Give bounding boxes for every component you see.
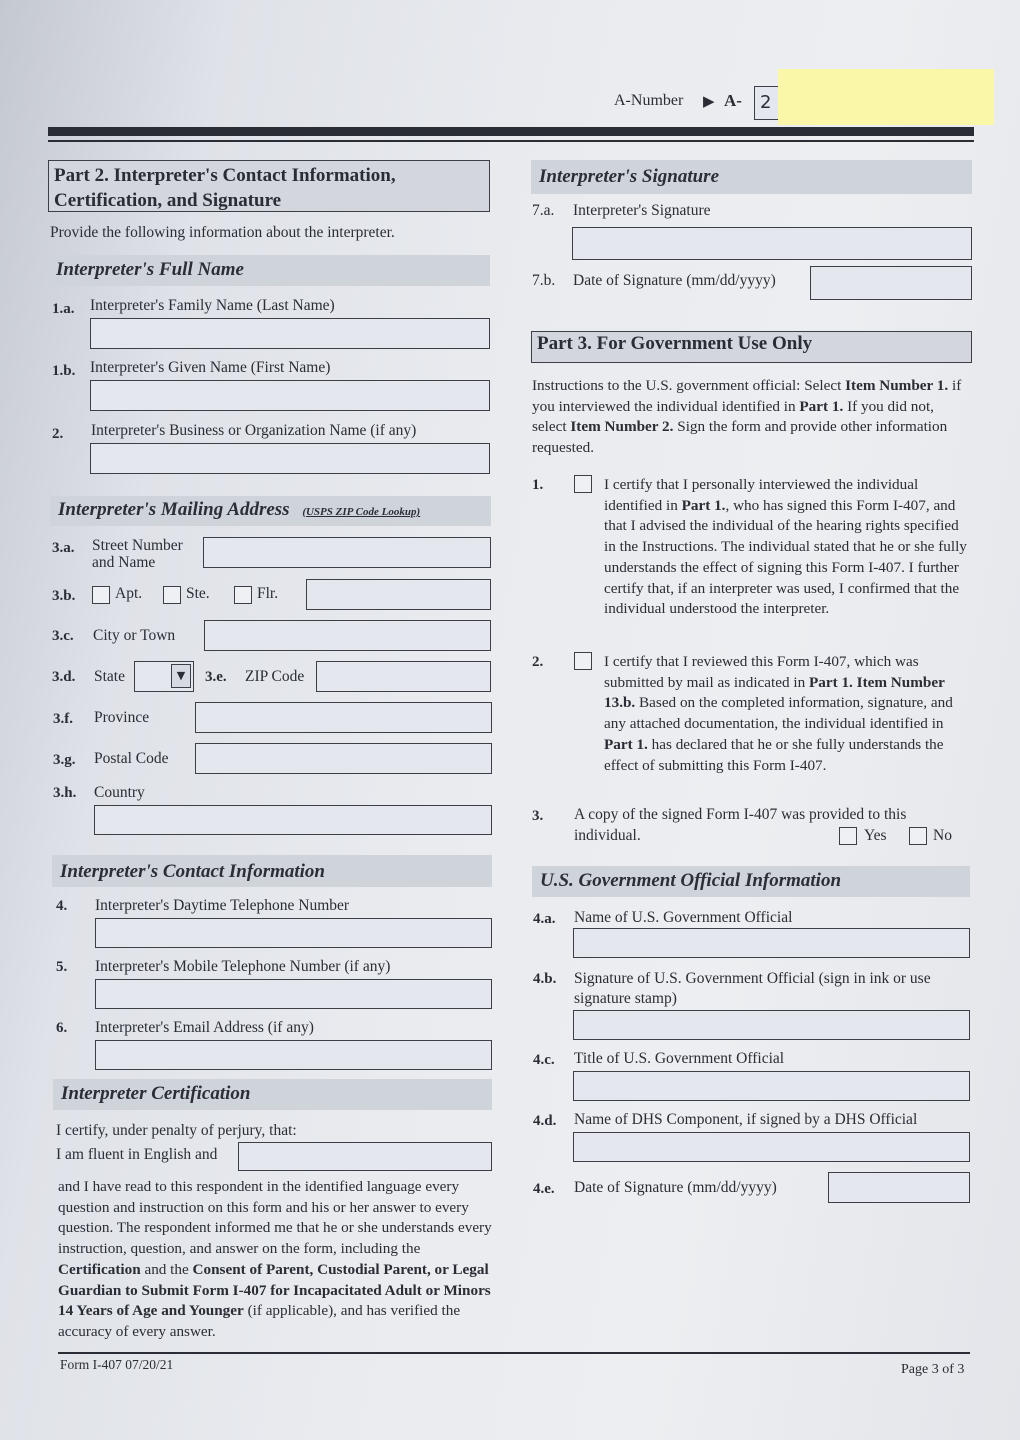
city-field[interactable] bbox=[204, 620, 491, 651]
yes-checkbox[interactable] bbox=[839, 827, 857, 845]
q3f-label: Province bbox=[94, 709, 150, 726]
q7b-label: Date of Signature (mm/dd/yyyy) bbox=[573, 272, 776, 289]
q3a-label bbox=[92, 537, 183, 571]
item1-checkbox[interactable] bbox=[574, 475, 592, 493]
q4-label: Interpreter's Daytime Telephone Number bbox=[95, 897, 350, 914]
q3b-number: 3.b. bbox=[52, 588, 76, 604]
mobile-phone-field[interactable] bbox=[95, 979, 492, 1009]
top-rule-thin bbox=[48, 140, 974, 142]
official-title-field[interactable] bbox=[573, 1071, 970, 1101]
item2-text-a: I certify that I reviewed this Form I-407, which was submitted by mail as indicated in bbox=[604, 653, 919, 691]
full-name-heading: Interpreter's Full Name bbox=[48, 255, 490, 286]
q3c-label: City or Town bbox=[93, 627, 176, 644]
q1a-number: 1.a. bbox=[52, 301, 75, 317]
q1b-label: Interpreter's Given Name (First Name) bbox=[90, 359, 331, 376]
country-field[interactable] bbox=[94, 805, 492, 835]
arrow-right-icon: ▶ bbox=[703, 94, 715, 110]
a-number-field[interactable] bbox=[754, 86, 780, 120]
apt-checkbox[interactable] bbox=[92, 586, 110, 604]
q4e-number: 4.e. bbox=[533, 1181, 555, 1197]
part2-title-line2: Certification, and Signature bbox=[54, 190, 282, 211]
part2-intro: Provide the following information about the interpreter. bbox=[50, 224, 395, 241]
part2-title-line1: Part 2. Interpreter's Contact Information, bbox=[54, 165, 396, 186]
q4b-number: 4.b. bbox=[533, 971, 557, 987]
cert-text-bold-1: Certification bbox=[58, 1260, 141, 1278]
item1-text-a: I certify that I personally interviewed the individual identified in bbox=[604, 476, 919, 514]
ste-checkbox[interactable] bbox=[163, 586, 181, 604]
cert-line2: I am fluent in English and bbox=[56, 1146, 218, 1163]
interpreter-signature-field[interactable] bbox=[572, 227, 972, 260]
q4d-label: Name of DHS Component, if signed by a DHS Official bbox=[574, 1111, 918, 1128]
page-number: Page 3 of 3 bbox=[901, 1362, 965, 1377]
instr-text-e: Sign the form and provide other information requested. bbox=[532, 418, 948, 457]
contact-heading: Interpreter's Contact Information bbox=[52, 855, 492, 887]
business-name-field[interactable] bbox=[90, 443, 490, 474]
instr-bold-2: Part 1. bbox=[799, 397, 844, 415]
chevron-down-icon[interactable]: ▼ bbox=[171, 664, 191, 688]
q7a-number: 7.a. bbox=[532, 202, 555, 219]
instr-text-a: Instructions to the U.S. government official: Select bbox=[532, 377, 846, 394]
q5-label: Interpreter's Mobile Telephone Number (if any) bbox=[95, 958, 391, 975]
street-field[interactable] bbox=[203, 537, 491, 568]
instr-bold-3: Item Number 2. bbox=[570, 418, 674, 436]
a-number-label: A-Number bbox=[614, 92, 684, 109]
footer-rule bbox=[58, 1352, 970, 1354]
no-checkbox[interactable] bbox=[909, 827, 927, 845]
q3a-label-line1: Street Number bbox=[92, 537, 183, 554]
q2-number: 2. bbox=[52, 426, 64, 442]
q4c-number: 4.c. bbox=[533, 1052, 555, 1068]
item1-text-c: , who has signed this Form I-407, and that I advised the individual of the hearing rights specified in the Instructions. The individual stated that he or she fully understands the effect of signing this Form I-407. I further certify that, if an interpreter was used, I confirmed that the individual understood the interpreter. bbox=[604, 496, 967, 618]
q5-number: 5. bbox=[56, 959, 68, 975]
q3a-label-line2: and Name bbox=[92, 554, 156, 571]
q3g-label: Postal Code bbox=[94, 750, 169, 767]
zip-field[interactable] bbox=[316, 661, 491, 692]
official-heading: U.S. Government Official Information bbox=[532, 866, 970, 897]
instr-text-d: If you did not, select bbox=[532, 397, 934, 436]
mailing-heading: Interpreter's Mailing Address bbox=[58, 499, 290, 520]
instr-bold-1: Item Number 1. bbox=[845, 377, 949, 394]
postal-code-field[interactable] bbox=[195, 743, 492, 774]
province-field[interactable] bbox=[195, 702, 492, 733]
q3h-label: Country bbox=[94, 784, 145, 801]
flr-checkbox[interactable] bbox=[234, 586, 252, 604]
q4b-label bbox=[574, 969, 931, 1009]
cert-paragraph bbox=[58, 1177, 496, 1343]
official-name-field[interactable] bbox=[573, 928, 970, 958]
email-field[interactable] bbox=[95, 1040, 492, 1070]
item2-text bbox=[604, 652, 974, 776]
q1a-label: Interpreter's Family Name (Last Name) bbox=[90, 297, 335, 314]
part3-title: Part 3. For Government Use Only bbox=[531, 331, 972, 363]
q3d-number: 3.d. bbox=[52, 669, 76, 685]
item3-line2: individual. bbox=[574, 827, 641, 844]
official-signature-field[interactable] bbox=[573, 1010, 970, 1040]
q3e-label: ZIP Code bbox=[245, 668, 305, 685]
flr-label: Flr. bbox=[257, 585, 279, 602]
item2-bold-2: Part 1. bbox=[604, 735, 648, 753]
signature-heading: Interpreter's Signature bbox=[531, 160, 972, 194]
apt-label: Apt. bbox=[115, 585, 143, 602]
part2-title-box bbox=[48, 160, 490, 212]
a-prefix: A- bbox=[724, 91, 742, 110]
item1-bold: Part 1. bbox=[681, 496, 726, 514]
item2-number: 2. bbox=[532, 654, 544, 670]
item2-checkbox[interactable] bbox=[574, 652, 592, 670]
official-date-field[interactable] bbox=[828, 1172, 970, 1203]
q3e-number: 3.e. bbox=[205, 669, 227, 685]
q6-number: 6. bbox=[56, 1020, 68, 1036]
item2-bold-1: Part 1. Item Number 13.b. bbox=[604, 673, 945, 712]
cert-text-1: and I have read to this respondent in the identified language every question and instruction on this form and his or her answer to every question. The respondent informed me that he or she understands every instruction, question, and answer on the form, including the bbox=[58, 1178, 492, 1258]
yes-label: Yes bbox=[864, 827, 887, 844]
q4b-label-line2: signature stamp) bbox=[574, 990, 677, 1007]
mailing-heading-box bbox=[50, 496, 491, 526]
q7b-number: 7.b. bbox=[532, 272, 556, 289]
cert-text-bold-2: Consent of Parent, Custodial Parent, or Legal Guardian to Submit Form I-407 for Incapacitated Adult or Minors 14 Years of Age and Younger bbox=[58, 1260, 491, 1320]
q4-number: 4. bbox=[56, 898, 68, 914]
redaction-block bbox=[778, 69, 994, 125]
q4a-number: 4.a. bbox=[533, 911, 556, 927]
q3h-number: 3.h. bbox=[53, 785, 77, 801]
item2-text-e: has declared that he or she fully understands the effect of submitting this Form I-407. bbox=[604, 735, 944, 774]
q3d-label: State bbox=[94, 668, 125, 685]
item3-number: 3. bbox=[532, 808, 544, 824]
q6-label: Interpreter's Email Address (if any) bbox=[95, 1019, 314, 1036]
item3-line1: A copy of the signed Form I-407 was provided to this bbox=[574, 806, 907, 823]
family-name-field[interactable] bbox=[90, 318, 490, 349]
part3-instructions bbox=[532, 376, 972, 459]
state-select[interactable] bbox=[134, 661, 194, 692]
ste-label: Ste. bbox=[186, 585, 210, 602]
top-rule bbox=[48, 127, 974, 136]
item1-text bbox=[604, 475, 974, 620]
q3c-number: 3.c. bbox=[52, 628, 74, 644]
given-name-field[interactable] bbox=[90, 380, 490, 411]
q4d-number: 4.d. bbox=[533, 1113, 557, 1129]
instr-text-c: if you interviewed the individual identified in bbox=[532, 377, 962, 415]
language-field[interactable] bbox=[238, 1142, 492, 1171]
interpreter-date-field[interactable] bbox=[810, 266, 972, 300]
unit-number-field[interactable] bbox=[306, 579, 491, 610]
q4c-label: Title of U.S. Government Official bbox=[574, 1050, 785, 1067]
item1-number: 1. bbox=[532, 477, 544, 493]
q3f-number: 3.f. bbox=[53, 711, 73, 727]
usps-zip-lookup-link[interactable]: (USPS ZIP Code Lookup) bbox=[302, 506, 421, 518]
q7a-label: Interpreter's Signature bbox=[573, 202, 711, 219]
item2-text-c: Based on the completed information, signature, and any attached documentation, the individual identified in bbox=[604, 694, 953, 733]
q1b-number: 1.b. bbox=[52, 363, 76, 379]
q4b-label-line1: Signature of U.S. Government Official (sign in ink or use bbox=[574, 970, 931, 987]
q4e-label: Date of Signature (mm/dd/yyyy) bbox=[574, 1179, 777, 1196]
form-id: Form I-407 07/20/21 bbox=[60, 1357, 174, 1372]
q3g-number: 3.g. bbox=[53, 752, 76, 768]
cert-text-3: (if applicable), and has verified the accuracy of every answer. bbox=[58, 1302, 461, 1340]
cert-text-2: and the bbox=[140, 1260, 193, 1278]
daytime-phone-field[interactable] bbox=[95, 918, 492, 948]
cert-line1: I certify, under penalty of perjury, that: bbox=[56, 1122, 297, 1139]
cert-heading: Interpreter Certification bbox=[53, 1079, 492, 1110]
q2-label: Interpreter's Business or Organization Name (if any) bbox=[91, 422, 417, 439]
q3a-number: 3.a. bbox=[52, 540, 75, 556]
dhs-component-field[interactable] bbox=[573, 1132, 970, 1162]
no-label: No bbox=[933, 827, 952, 844]
q4a-label: Name of U.S. Government Official bbox=[574, 909, 793, 926]
a-number-handwritten: 2 bbox=[760, 92, 772, 113]
